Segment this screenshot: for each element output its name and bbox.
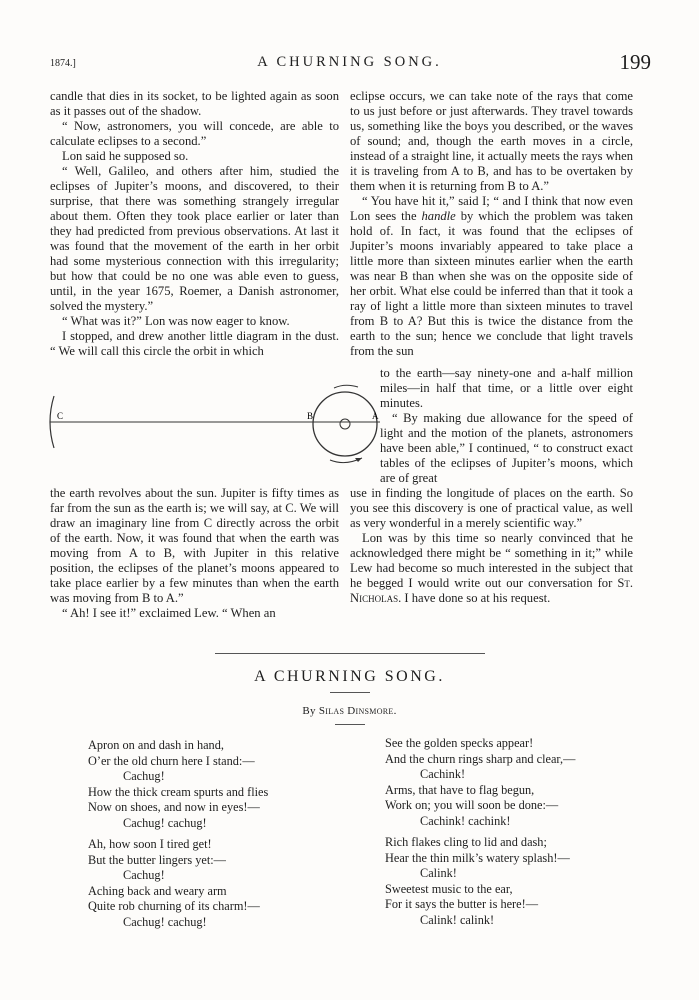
left-column-bottom [50,486,339,621]
verse-line: Hear the thin milk’s watery splash!— [385,850,570,865]
verse-line: Rich flakes cling to lid and dash; [385,835,547,849]
verse-line: Aching back and weary arm [88,883,227,898]
italic-word: handle [421,209,456,223]
paragraph: eclipse occurs, we can take note of the rays that come to us just before or just afterwards. They travel towards us, something like the boys you described, or the waves of sound; and, though the earth moves in a circle, instead of a straight line, it actually meets the rays when it is traveling from A to B, and has to be overtaken by them when it is returning from B to A.” [350,89,633,193]
section-rule [215,653,485,654]
verse-line: Calink! calink! [420,912,495,927]
left-column-top [50,89,339,359]
paragraph [350,194,633,359]
header-title: A CHURNING SONG. [257,54,442,70]
header-year: 1874.] [50,58,76,69]
paragraph: “ Now, astronomers, you will concede, are able to calculate eclipses to a second.” [50,119,339,148]
title-rule [330,692,370,693]
verse-line: Cachug! cachug! [123,815,207,830]
stanza-2 [88,837,260,931]
verse-line: Cachink! cachink! [420,813,511,828]
arrow-top [334,385,358,388]
verse-line: How the thick cream spurts and flies [88,784,269,799]
paragraph: the earth revolves about the sun. Jupiter is fifty times as far from the sun as the earth is; we will say, at C. We will draw an imaginary line from C directly across the orbit of the earth. Now, it was found that when the earth was moving from A to B, with Jupiter in this relative position, the eclipses of the planet’s moons appeared to take place earlier by a few minutes than when the earth was moving from B to A.” [50,486,339,605]
verse-line: Cachug! [123,868,165,883]
label-c: C [57,411,64,421]
verse-line: Sweetest music to the ear, [385,881,513,896]
label-a: A [372,411,379,421]
orbit-diagram [40,378,390,478]
sun [340,419,350,429]
running-header [0,50,699,74]
stanza-4 [385,835,570,929]
paragraph: “ Well, Galileo, and others after him, studied the eclipses of Jupiter’s moons, and discovered, to their surprise, that there was something strangely irregular about them. Often they took place earlier or later than they had predicted from previous observations. At last it was found that the movement of the earth in her orbit had some mysterious connection with this irregularity; but how that could be no one was able even to guess, until, in the year 1675, Roemer, a Danish astronomer, solved the mystery.” [50,164,339,313]
byline [0,705,699,717]
paragraph: use in finding the longitude of places on the earth. So you see this discovery is one of practical value, as well as very wonderful in a merely scientific way.” [350,486,633,530]
paragraph: candle that dies in its socket, to be lighted again as soon as it passes out of the shadow. [50,89,339,118]
right-column-top [350,89,633,359]
verse-line: O’er the old churn here I stand:— [88,753,255,768]
stanza-1 [88,738,268,832]
verse-line: But the butter lingers yet:— [88,852,226,867]
byline-prefix: By [302,705,319,717]
verse-line: See the golden specks appear! [385,736,534,750]
verse-line: Cachink! [420,767,466,782]
text-run: . I have done so at his request. [398,591,551,605]
right-column-narrow [380,366,633,486]
verse-line: And the churn rings sharp and clear,— [385,751,576,766]
paragraph [350,531,633,606]
earth-orbit [313,392,377,456]
paragraph: to the earth—say ninety-one and a-half million miles—in half that time, or a little over eight minutes. [380,366,633,410]
verse-line: Apron on and dash in hand, [88,738,224,752]
page-number: 199 [619,50,651,74]
byline-rule [335,724,365,725]
author-name: Silas Dinsmore. [318,705,397,717]
verse-line: Cachug! cachug! [123,914,207,929]
label-b: B [307,411,314,421]
paragraph: I stopped, and drew another little diagram in the dust. “ We will call this circle the orbit in which [50,329,339,358]
text-run: Lon was by this time so nearly convinced that he acknowledged there might be “ something in it;” while Lew had become so much interested in the subject that he begged I would write out our conversation for [350,531,633,590]
stanza-3 [385,736,575,830]
verse-line: Quite rob churning of its charm!— [88,899,260,914]
verse-line: For it says the butter is here!— [385,897,538,912]
poem-title: A CHURNING SONG. [254,668,445,685]
verse-line: Ah, how soon I tired get! [88,837,212,851]
verse-line: Arms, that have to flag begun, [385,782,535,797]
text-run: by which the problem was taken hold of. In fact, it was found that the eclipses of Jupiter’s moons invariably appeared to take place a little more than sixteen minutes earlier when the earth was near B than when she was on the opposite side of her orbit. What else could be inferred than that it took a ray of light a little more than sixteen minutes to travel from B to A? But this is twice the distance from the earth to the sun; hence we conclude that light travels from the sun [350,209,633,358]
paragraph: “ Ah! I see it!” exclaimed Lew. “ When an [62,606,276,620]
right-column-bottom [350,486,633,606]
magazine-name: St. Nicholas [350,576,633,605]
verse-line: Calink! [420,866,457,881]
text-run: “ You have hit it,” said I; “ and I think that now even Lon sees the [350,194,633,223]
paragraph: Lon said he supposed so. [62,149,189,163]
verse-line: Now on shoes, and now in eyes!— [88,800,260,815]
paragraph: “ What was it?” Lon was now eager to know. [62,314,290,328]
paragraph: “ By making due allowance for the speed of light and the motion of the planets, astronomers have been able,” I continued, “ to construct exact tables of the eclipses of Jupiter’s moons, which are of great [380,411,633,485]
verse-line: Work on; you will soon be done:— [385,798,559,813]
verse-line: Cachug! [123,769,165,784]
